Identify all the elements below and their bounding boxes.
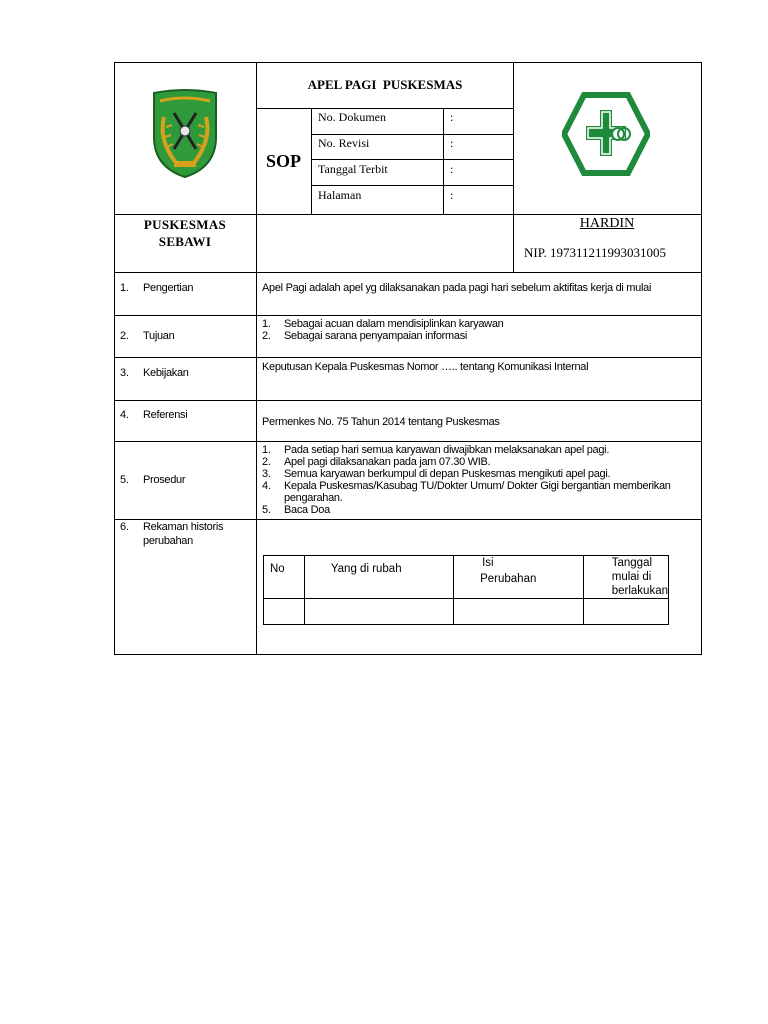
rule-meta-3 — [311, 185, 514, 186]
list-item-text: Kepala Puskesmas/Kasubag TU/Dokter Umum/ Dokter Gigi bergantian memberikan pengarahan. — [284, 480, 671, 504]
history-table — [263, 555, 669, 625]
header-tgl-line1: Tanggal mulai di — [611, 557, 653, 583]
list-item-text: Sebagai sarana penyampaian informasi — [284, 330, 468, 342]
meta-label-no-dokumen: No. Dokumen — [318, 110, 386, 124]
frame-left — [114, 62, 115, 655]
meta-value-no-dokumen: : — [450, 110, 454, 124]
rule-sig-bottom — [114, 272, 702, 273]
section-number: 1. — [120, 282, 129, 294]
tujuan-list — [256, 318, 696, 342]
list-item — [256, 444, 696, 456]
section-label-kebijakan: Kebijakan — [143, 367, 189, 379]
divider-right-col — [513, 62, 514, 273]
list-item — [256, 318, 696, 330]
rule-meta-1 — [311, 134, 514, 135]
frame-bottom — [114, 654, 702, 655]
list-item-number: 4. — [262, 480, 271, 492]
section-number: 6. — [120, 521, 129, 533]
meta-value-halaman: : — [450, 188, 454, 202]
list-item — [256, 504, 696, 516]
signer-nip: NIP. 197311211993031005 — [524, 245, 667, 260]
section-label-pengertian: Pengertian — [143, 282, 194, 294]
header-tgl-line2: berlakukan — [611, 585, 668, 597]
org-name-line1: PUSKESMAS — [143, 217, 227, 232]
rule-title — [256, 108, 514, 109]
table-cell — [304, 599, 453, 625]
rule-s3 — [114, 400, 702, 401]
frame-top — [114, 62, 702, 63]
rule-s5 — [114, 519, 702, 520]
table-cell — [583, 599, 668, 625]
section-label-rekaman-line1: Rekaman historis — [143, 521, 224, 533]
table-header-yang-di-rubah — [304, 556, 453, 599]
table-row — [264, 599, 669, 625]
list-item-text: Pada setiap hari semua karyawan diwajibkan melaksanakan apel pagi. — [284, 444, 610, 456]
table-header-isi-perubahan — [454, 556, 584, 599]
header-no-text: No — [270, 563, 285, 575]
table-cell — [264, 599, 305, 625]
list-item — [256, 330, 696, 342]
section-label-prosedur: Prosedur — [143, 474, 186, 486]
section-content-referensi: Permenkes No. 75 Tahun 2014 tentang Puskesmas — [262, 416, 500, 428]
rule-s2 — [114, 357, 702, 358]
prosedur-list — [256, 444, 696, 516]
meta-value-no-revisi: : — [450, 136, 454, 150]
list-item-number: 5. — [262, 504, 271, 516]
section-label-tujuan: Tujuan — [143, 330, 175, 342]
section-number: 2. — [120, 330, 129, 342]
rule-s4 — [114, 441, 702, 442]
table-header-row — [264, 556, 669, 599]
divider-meta — [443, 108, 444, 214]
list-item-number: 2. — [262, 456, 271, 468]
rule-header-bottom — [114, 214, 702, 215]
list-item-text: Sebagai acuan dalam mendisiplinkan karyawan — [284, 318, 504, 330]
meta-label-tanggal-terbit: Tanggal Terbit — [318, 162, 388, 176]
section-number: 3. — [120, 367, 129, 379]
list-item — [256, 456, 696, 468]
rule-s1 — [114, 315, 702, 316]
puskesmas-cross-logo-icon — [562, 92, 650, 176]
list-item-number: 3. — [262, 468, 271, 480]
list-item — [256, 468, 696, 480]
section-content-kebijakan: Keputusan Kepala Puskesmas Nomor ….. tentang Komunikasi Internal — [262, 361, 589, 373]
list-item-number: 1. — [262, 318, 271, 330]
section-label-referensi: Referensi — [143, 409, 188, 421]
list-item-text: Apel pagi dilaksanakan pada jam 07.30 WIB. — [284, 456, 491, 468]
regional-emblem-icon — [148, 87, 222, 179]
table-cell — [454, 599, 584, 625]
list-item-text: Semua karyawan berkumpul di depan Puskesmas mengikuti apel pagi. — [284, 468, 611, 480]
section-number: 4. — [120, 409, 129, 421]
section-number: 5. — [120, 474, 129, 486]
rule-meta-2 — [311, 159, 514, 160]
signer-name: HARDIN — [579, 216, 635, 231]
section-content-pengertian: Apel Pagi adalah apel yg dilaksanakan pada pagi hari sebelum aktifitas kerja di mulai — [262, 282, 652, 294]
list-item-number: 1. — [262, 444, 271, 456]
header-isi-line1: Isi — [482, 557, 494, 569]
list-item-text: Baca Doa — [284, 504, 330, 516]
meta-value-tanggal-terbit: : — [450, 162, 454, 176]
list-item-number: 2. — [262, 330, 271, 342]
meta-label-no-revisi: No. Revisi — [318, 136, 370, 150]
table-header-tanggal — [583, 556, 668, 599]
divider-sop — [311, 108, 312, 214]
org-name-line2: SEBAWI — [158, 234, 212, 249]
document-title: APEL PAGI PUSKESMAS — [307, 77, 463, 92]
header-isi-line2: Perubahan — [480, 573, 537, 585]
list-item — [256, 480, 696, 504]
header-yang-di-rubah-text: Yang di rubah — [330, 563, 402, 575]
table-header-no — [264, 556, 305, 599]
section-label-rekaman-line2: perubahan — [143, 535, 193, 547]
frame-right — [701, 62, 702, 655]
meta-label-halaman: Halaman — [318, 188, 362, 202]
sop-label: SOP — [265, 151, 301, 171]
